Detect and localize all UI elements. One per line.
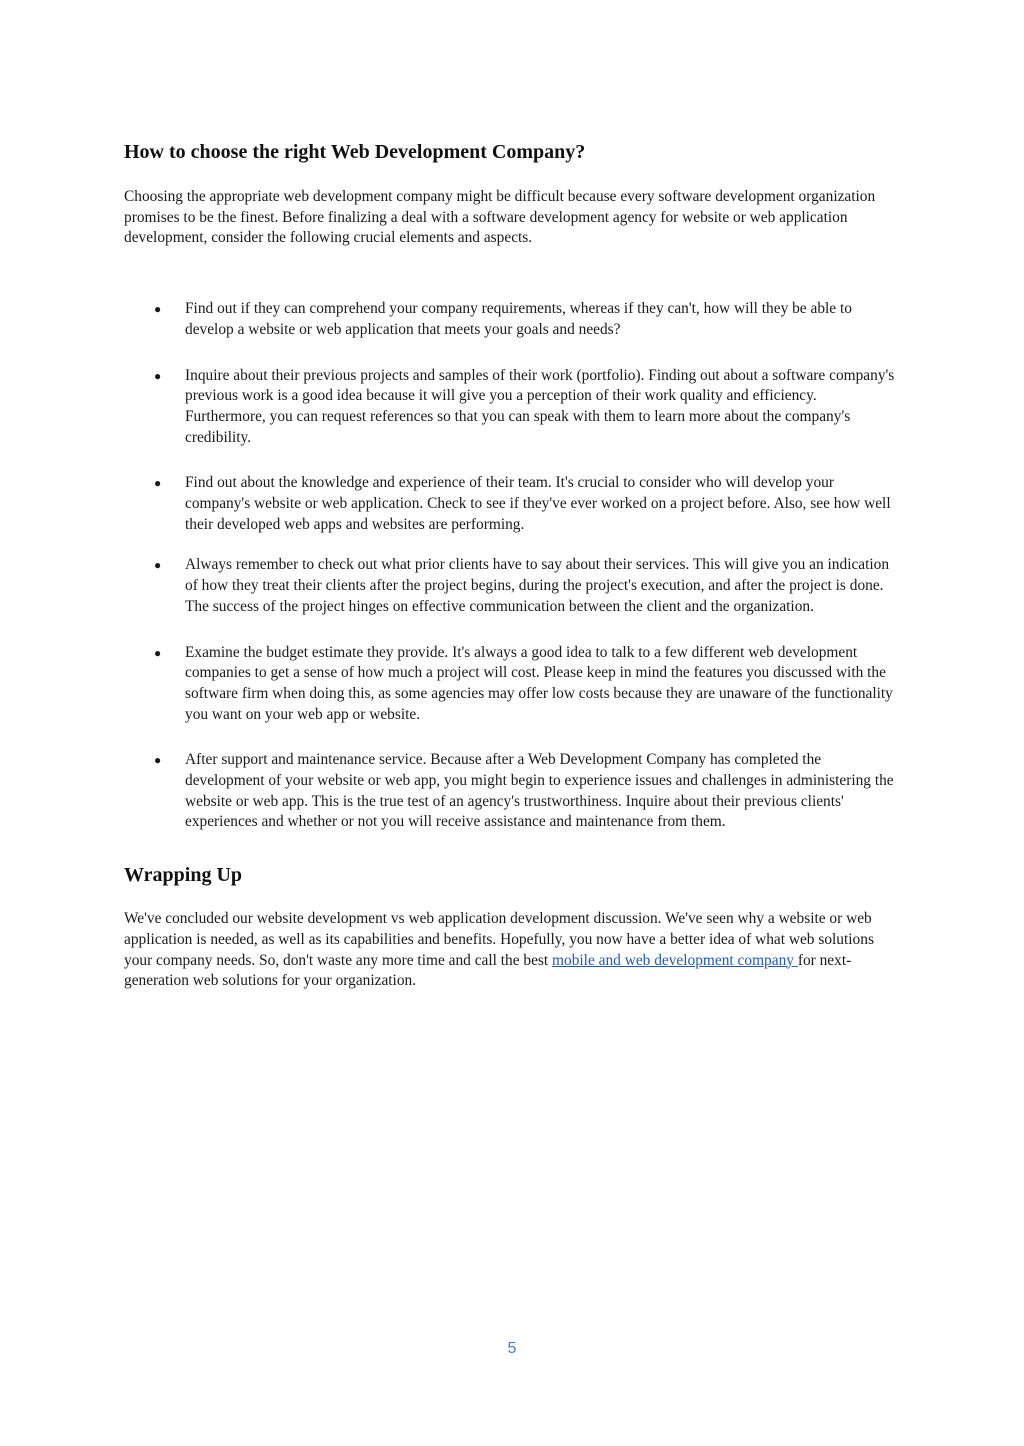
- list-item-text: Examine the budget estimate they provide. It's always a good idea to talk to a few different web development companies to get a sense of how much a project will cost. Please keep in mind the features you discussed with the software firm when doing this, as some agencies may offer low costs because they are unaware of the functionality you want on your web app or website.: [185, 643, 893, 723]
- list-item-text: Inquire about their previous projects and samples of their work (portfolio). Finding out about a software company's previous work is a good idea because it will give you a perception of their work quality and efficiency. Furthermore, you can request references so that you can speak with them to learn more about the company's credibility.: [185, 366, 895, 446]
- criteria-list: [124, 299, 899, 833]
- list-item-text: After support and maintenance service. Because after a Web Development Company has completed the development of your website or web app, you might begin to experience issues and challenges in administering the website or web app. This is the true test of an agency's trustworthiness. Inquire about their previous clients' experiences and whether or not you will receive assistance and maintenance from them.: [185, 751, 894, 831]
- list-item: [124, 555, 899, 617]
- conclusion-text-start: We've concluded our website development vs web application development discussion. We've seen why a website or web application is needed, as well as its capabilities and benefits. Hopefully, you now have a better idea of what web solutions your company needs. So, don't waste any more time and call the best: [124, 910, 874, 969]
- list-item: [124, 299, 899, 340]
- bullet-icon: ●: [154, 476, 162, 491]
- bullet-icon: ●: [154, 302, 162, 317]
- conclusion-text-end: for next-generation web solutions for your organization.: [124, 951, 852, 990]
- page-content: [124, 139, 899, 992]
- page-number: 5: [507, 1340, 517, 1357]
- bullet-icon: ●: [154, 368, 162, 383]
- intro-paragraph: Choosing the appropriate web development company might be difficult because every software development organization promises to be the finest. Before finalizing a deal with a software development agency for website or web application development, consider the following crucial elements and aspects.: [124, 188, 876, 247]
- list-item: [124, 473, 899, 535]
- section-heading-wrapping-up: Wrapping Up: [124, 864, 243, 887]
- conclusion-paragraph: [124, 909, 899, 992]
- bullet-icon: ●: [154, 753, 162, 768]
- list-item-text: Find out about the knowledge and experience of their team. It's crucial to consider who will develop your company's website or web application. Check to see if they've ever worked on a project before. Also, see how well their developed web apps and websites are performing.: [185, 474, 891, 533]
- list-item: [124, 750, 899, 833]
- bullet-icon: ●: [154, 558, 162, 573]
- section-heading-choose-company: How to choose the right Web Development Company?: [124, 141, 586, 163]
- list-item: [124, 366, 899, 449]
- bullet-icon: ●: [154, 645, 162, 660]
- list-item: [124, 643, 899, 726]
- list-item-text: Find out if they can comprehend your company requirements, whereas if they can't, how will they be able to develop a website or web application that meets your goals and needs?: [185, 300, 852, 338]
- mobile-web-development-company-link[interactable]: mobile and web development company: [552, 951, 798, 969]
- list-item-text: Always remember to check out what prior clients have to say about their services. This will give you an indication of how they treat their clients after the project begins, during the project's execution, and after the project is done. The success of the project hinges on effective communication between the client and the organization.: [185, 556, 890, 615]
